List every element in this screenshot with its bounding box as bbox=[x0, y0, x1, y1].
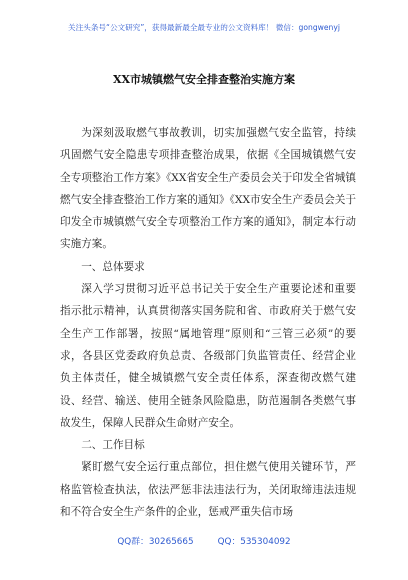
document-title: XX市城镇燃气安全排查整治实施方案 bbox=[112, 73, 296, 86]
intro-paragraph: 为深刻汲取燃气事故教训，切实加强燃气安全监管，持续巩固燃气安全隐患专项排查整治成果，依据《全国城镇燃气安全专项整治工作方案》《XX省安全生产委员会关于印发全省城镇燃气安全排查整治工作方案的通知》《XX市安全生产委员会关于印发全市城镇燃气安全专项整治工作方案的通知》，制定本行动实施方案。 bbox=[60, 127, 356, 251]
section-heading-work-goals: 二、工作目标 bbox=[81, 439, 145, 452]
document-body bbox=[60, 122, 356, 523]
footer-qq-group: QQ群：30265665 bbox=[117, 537, 194, 547]
header-banner: 关注头条号“公文研究”，获得最新最全最专业的公文资料库！ 微信：gongwenyj bbox=[68, 23, 340, 32]
overall-requirements-paragraph: 深入学习贯彻习近平总书记关于安全生产重要论述和重要指示批示精神，认真贯彻落实国务院和省、市政府关于燃气安全生产工作部署，按照“属地管理”原则和“三管三必须”的要求，各县区党委政府负总责、各级部门负监管责任、经营企业负主体责任，健全城镇燃气安全责任体系，深查彻改燃气建设、经营、输送、使用全链条风险隐患，防范遏制各类燃气事故发生，保障人民群众生命财产安全。 bbox=[60, 283, 356, 429]
footer-qq: QQ：535304092 bbox=[217, 537, 291, 547]
work-goals-paragraph: 紧盯燃气安全运行重点部位，担住燃气使用关键环节，严格监管检查执法，依法严惩非法违法行为，关闭取缔违法违规和不符合安全生产条件的企业，惩戒严重失信市场 bbox=[60, 461, 356, 519]
footer-contact bbox=[0, 534, 408, 547]
section-heading-overall-requirements: 一、总体要求 bbox=[81, 260, 145, 273]
